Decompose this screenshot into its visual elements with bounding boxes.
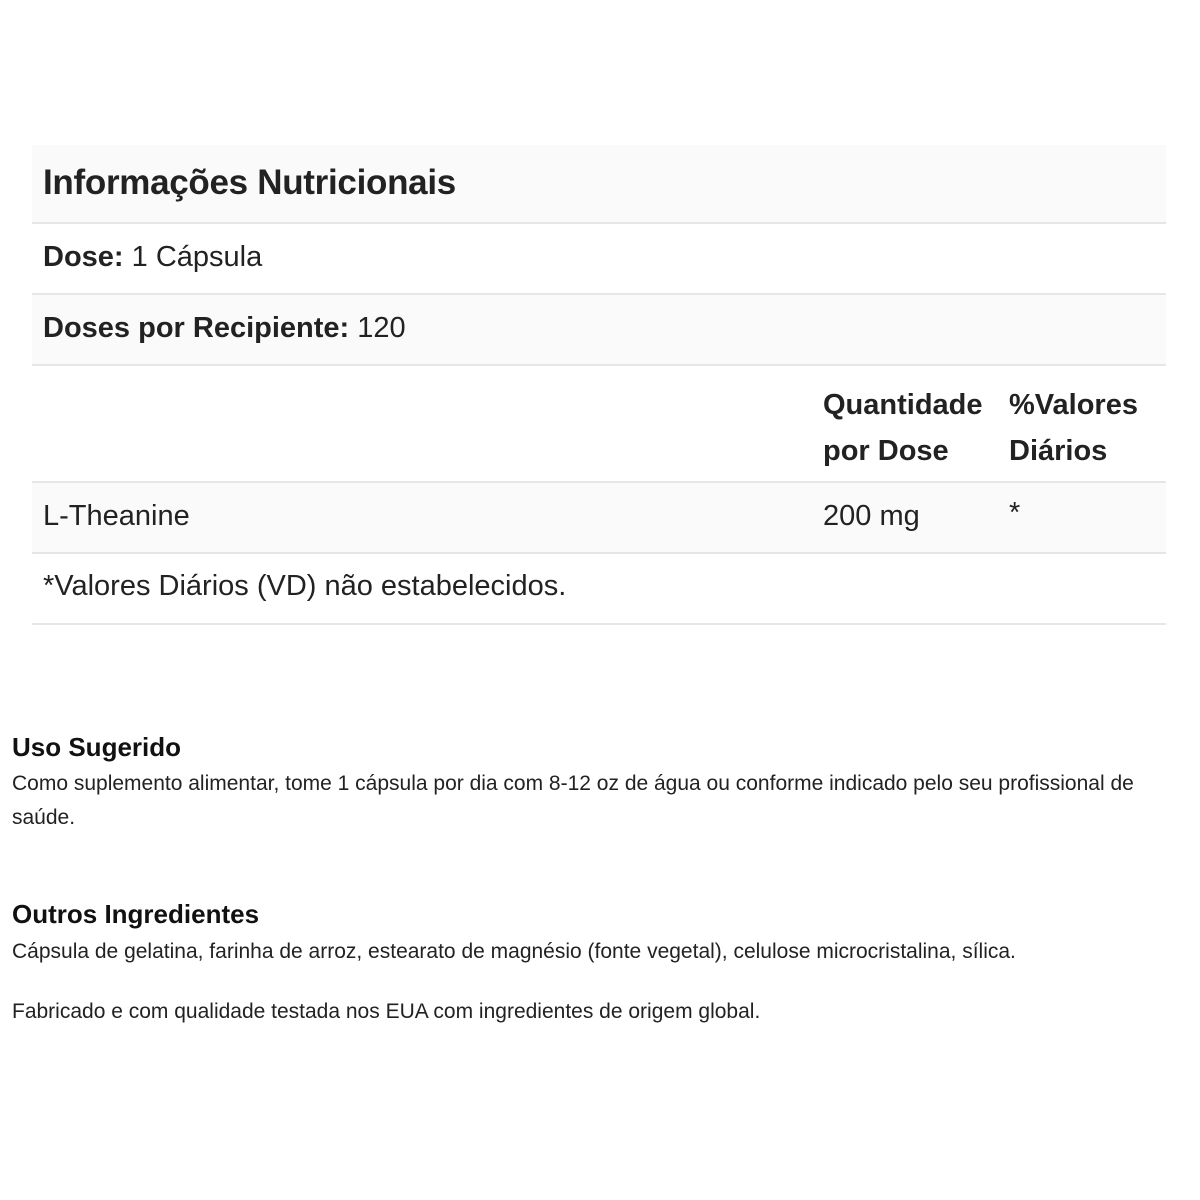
supplement-facts-table	[32, 145, 1166, 625]
facts-title-row	[32, 145, 1166, 224]
facts-footnote: *Valores Diários (VD) não estabelecidos.	[43, 570, 567, 602]
ingredient-name: L-Theanine	[43, 500, 190, 532]
facts-footnote-row	[32, 554, 1166, 625]
amount-per-serving-header	[823, 382, 998, 474]
manufacturing-note: Fabricado e com qualidade testada nos EUA com ingredientes de origem global.	[12, 1000, 761, 1023]
suggested-use-heading: Uso Sugerido	[12, 732, 182, 762]
ingredient-amount: 200 mg	[823, 500, 920, 532]
daily-value-header	[1009, 382, 1159, 474]
servings-per-container-value: 120	[357, 312, 406, 344]
other-ingredients-section	[12, 898, 1192, 969]
servings-per-container-label: Doses por Recipiente:	[43, 312, 350, 344]
other-ingredients-text: Cápsula de gelatina, farinha de arroz, estearato de magnésio (fonte vegetal), celulose microcristalina, sílica.	[12, 940, 1016, 963]
dv-header-line2: Diários	[1009, 435, 1108, 467]
amount-header-line2: por Dose	[823, 435, 949, 467]
amount-header-line1: Quantidade	[823, 389, 983, 421]
serving-size-label: Dose:	[43, 241, 124, 273]
ingredient-daily-value: *	[1009, 497, 1021, 529]
servings-per-container-row	[32, 295, 1166, 366]
servings-per-container	[43, 312, 406, 345]
facts-title: Informações Nutricionais	[43, 163, 456, 202]
suggested-use-text: Como suplemento alimentar, tome 1 cápsula por dia com 8-12 oz de água ou conforme indicado pelo seu profissional de saúde.	[12, 772, 1134, 829]
ingredient-row	[32, 483, 1166, 554]
other-ingredients-heading: Outros Ingredientes	[12, 899, 260, 929]
serving-size-row	[32, 224, 1166, 295]
dv-header-line1: %Valores	[1009, 389, 1138, 421]
suggested-use-section	[12, 731, 1192, 835]
facts-column-header-row	[32, 366, 1166, 483]
serving-size	[43, 241, 262, 274]
serving-size-value: 1 Cápsula	[131, 241, 263, 273]
